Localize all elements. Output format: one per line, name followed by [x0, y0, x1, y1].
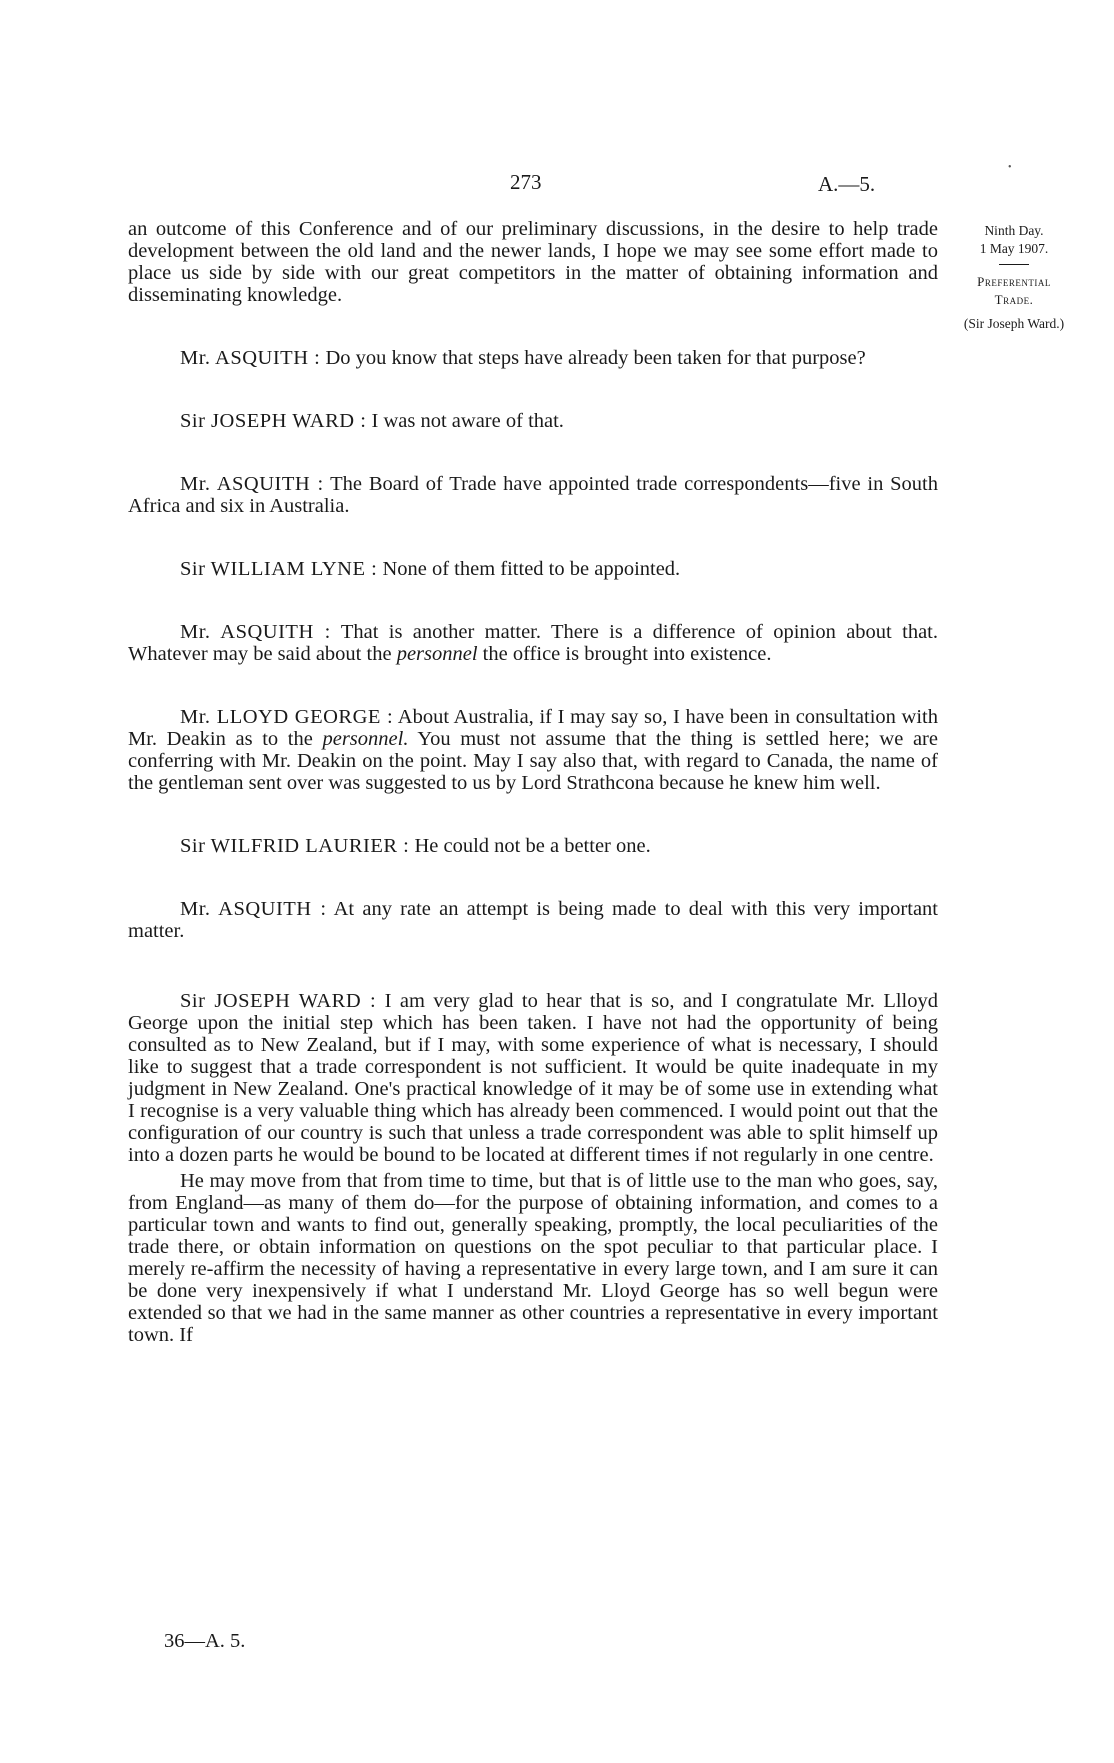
- speech-text: the office is brought into existence.: [477, 643, 772, 665]
- paragraph-ward-1: [128, 410, 938, 432]
- speech-text: I was not aware of that.: [371, 410, 564, 432]
- speaker-name: Sir JOSEPH WARD :: [180, 990, 377, 1012]
- speech-text: The Board of Trade have appointed trade correspondents—five in South Africa and six in Australia.: [128, 473, 938, 517]
- speaker-name: Mr. ASQUITH :: [180, 898, 327, 920]
- speech-text: At any rate an attempt is being made to deal with this very important matter.: [128, 898, 939, 942]
- paragraph-ward-3: He may move from that from time to time, but that is of little use to the man who goes, say, from England—as many of them do—for the purpose of obtaining information, and comes to a particular town and wants to find out, generally speaking, promptly, the local peculiarities of the trade there, or obtain information on questions on the spot peculiar to that particular place. I merely re-affirm the necessity of having a representative in every large town, and I am sure it can be done very inexpensively if what I understand Mr. Lloyd George has so well begun were extended so that we had in the same manner as other countries a representative in every important town. If: [128, 1170, 938, 1346]
- margin-date: 1 May 1907.: [979, 241, 1049, 256]
- speaker-name: Mr. ASQUITH :: [180, 347, 321, 369]
- speech-text: That is another matter. There is a difference of opinion about that. Whatever may be said about the: [128, 621, 938, 665]
- paragraph-lloyd-george: [128, 706, 938, 794]
- speech-text: You must not assume that the thing is settled here; we are conferring with Mr. Deakin on the point. May I say also that, with regard to Canada, the name of the gentleman sent over was suggested to us by Lord Strathcona because he knew him well.: [128, 728, 938, 794]
- speech-text: I am very glad to hear that is so, and I congratulate Mr. Llloyd George upon the initial step which has been taken. I have not had the opportunity of being consulted as to New Zealand, but if I may, with some experience of what is necessary, I should like to suggest that a trade correspondent is not sufficient. It would be quite inadequate in my judgment in New Zealand. One's practical knowledge of it may be of some use in extending what I recognise is a very valuable thing which has already been commenced. I would point out that the configuration of our country is such that unless a trade correspondent was able to split himself up into a dozen parts he would be bound to be located at different times if not regularly in one centre.: [128, 990, 939, 1166]
- paragraph-continuation: an outcome of this Conference and of our preliminary discussions, in the desire to help trade development between the old land and the newer lands, I hope we may see some effort made to place us side by side with our great competitors in the matter of obtaining information and disseminating knowledge.: [128, 218, 938, 306]
- document-reference: A.—5.: [818, 172, 876, 196]
- margin-note: [958, 222, 1070, 333]
- italic-term: personnel: [396, 643, 478, 665]
- paragraph-lyne: [128, 558, 938, 580]
- page-number: 273: [510, 170, 542, 194]
- margin-day: Ninth Day.: [984, 223, 1044, 238]
- main-text: [128, 218, 938, 1346]
- paragraph-ward-2: [128, 990, 938, 1166]
- paragraph-asquith-3: [128, 621, 938, 665]
- corner-dot: •: [1008, 162, 1012, 173]
- paragraph-asquith-4: [128, 898, 938, 942]
- speech-text: Do you know that steps have already been taken for that purpose?: [325, 347, 866, 369]
- speaker-name: Mr. ASQUITH :: [180, 621, 331, 643]
- paragraph-laurier: [128, 835, 938, 857]
- margin-topic: Preferential Trade.: [977, 274, 1051, 307]
- paragraph-asquith-2: [128, 473, 938, 517]
- speaker-name: Mr. LLOYD GEORGE :: [180, 706, 394, 728]
- italic-term: personnel.: [322, 728, 409, 750]
- printer-signature: 36—A. 5.: [164, 1630, 246, 1652]
- speaker-name: Mr. ASQUITH :: [180, 473, 324, 495]
- speaker-name: Sir JOSEPH WARD :: [180, 410, 367, 432]
- margin-divider: [999, 264, 1029, 265]
- margin-speaker: (Sir Joseph Ward.): [963, 316, 1065, 331]
- speech-text: About Australia, if I may say so, I have been in consultation with Mr. Deakin as to the: [128, 706, 938, 750]
- paragraph-asquith-1: [128, 347, 938, 369]
- speech-text: None of them fitted to be appointed.: [382, 558, 681, 580]
- speaker-name: Sir WILLIAM LYNE :: [180, 558, 378, 580]
- speaker-name: Sir WILFRID LAURIER :: [180, 835, 410, 857]
- speech-text: He could not be a better one.: [414, 835, 651, 857]
